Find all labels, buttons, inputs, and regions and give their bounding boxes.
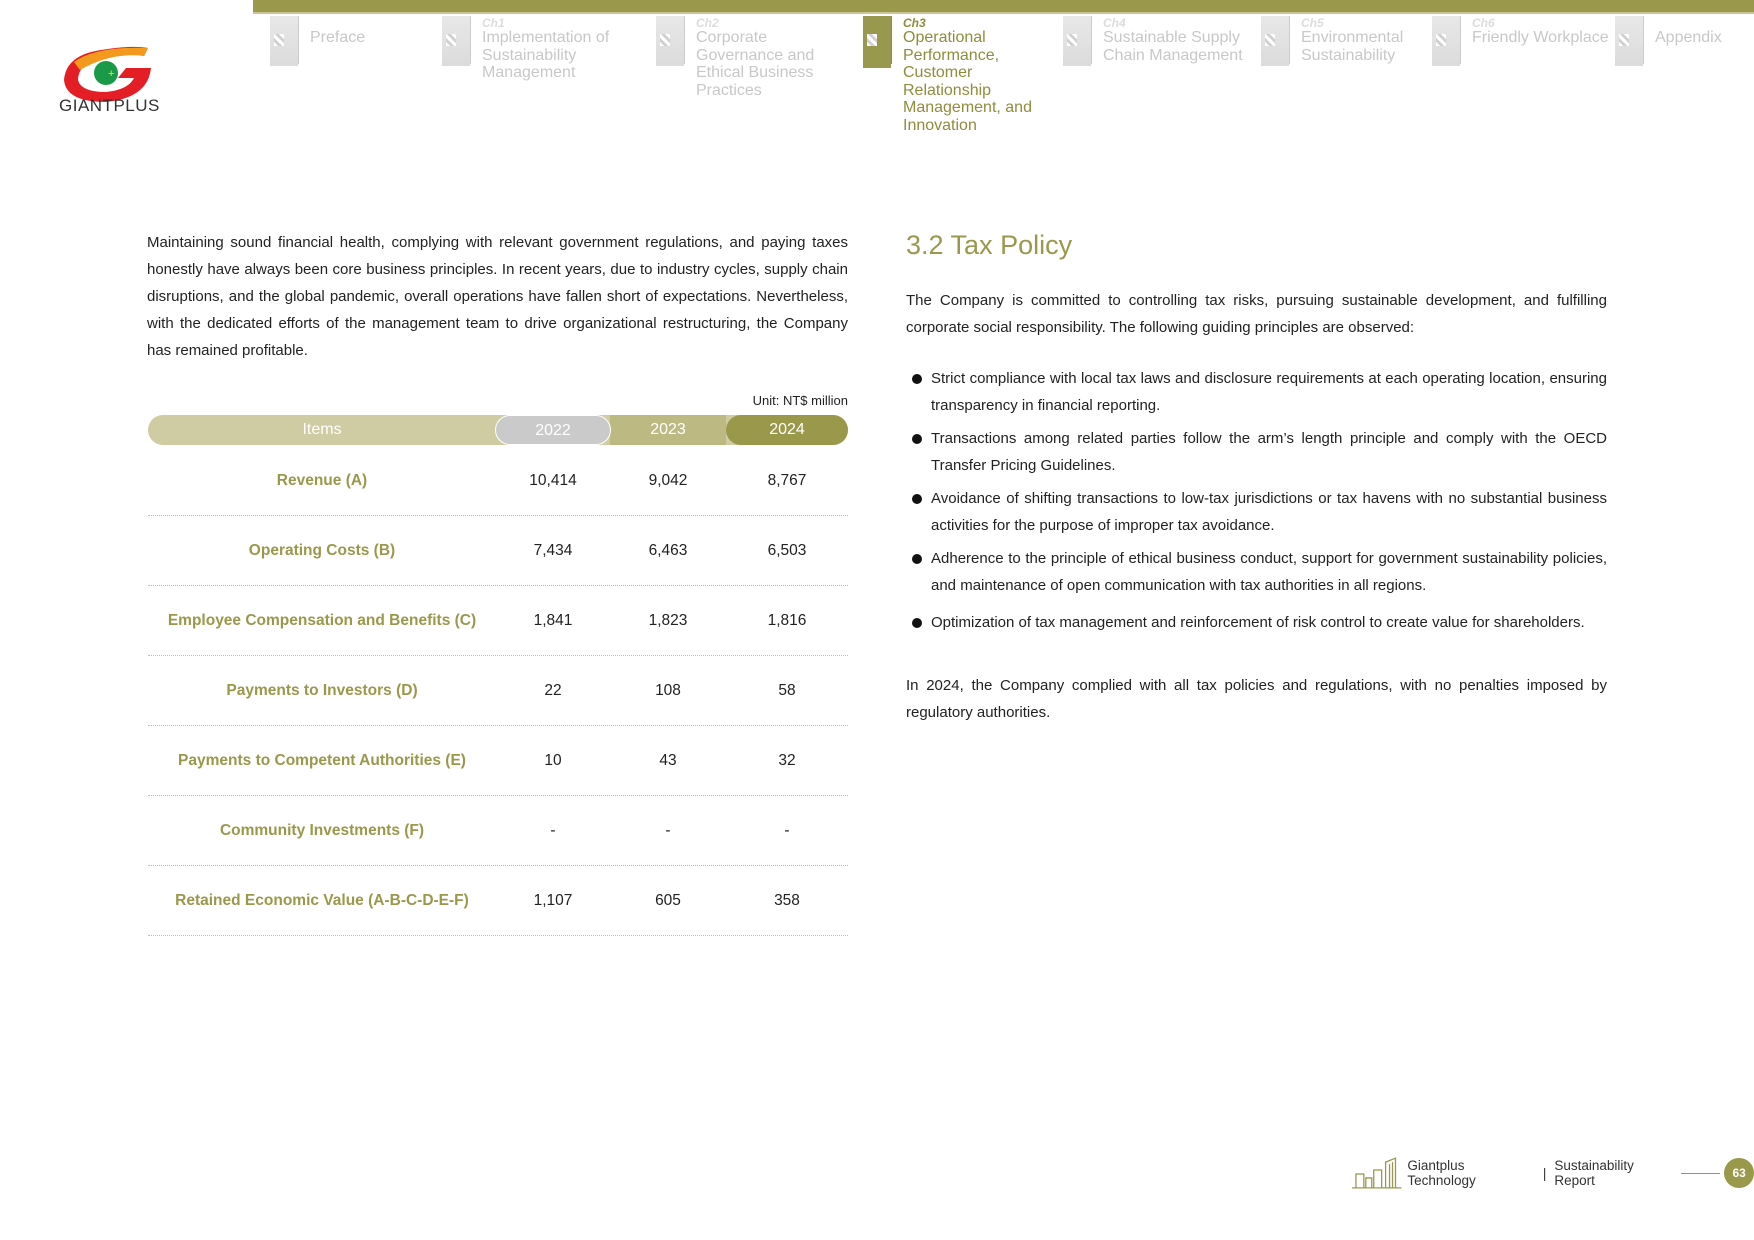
brand-name: GIANTPLUS — [59, 96, 160, 115]
cell-2022: 10 — [544, 752, 562, 769]
cell-2022: 1,841 — [533, 612, 573, 629]
header-2023: 2023 — [610, 415, 726, 445]
table-row — [148, 586, 848, 656]
nav-label: Operational Performance, Customer Relationship Management, and Innovation — [903, 29, 1032, 134]
cell-2022: 10,414 — [529, 472, 577, 489]
building-icon — [270, 16, 298, 66]
table-header — [148, 415, 848, 445]
cell-2022: 7,434 — [533, 542, 573, 559]
nav-item-environmental[interactable] — [1301, 16, 1441, 64]
header-2024: 2024 — [726, 415, 848, 445]
nav-chapter: Ch4 — [1103, 16, 1126, 30]
cell-2023: 6,463 — [648, 542, 688, 559]
cell-2023: - — [665, 822, 671, 839]
nav-item-operational[interactable] — [903, 16, 1043, 134]
row-label: Employee Compensation and Benefits (C) — [167, 612, 477, 629]
cell-2022: 22 — [544, 682, 562, 699]
nav-chapter: Ch3 — [903, 16, 926, 30]
bullet-item: Adherence to the principle of ethical business conduct, support for government sustainability policies, and maintenance of open communication with tax authorities in all regions. — [931, 550, 1607, 594]
nav-label: Environmental Sustainability — [1301, 29, 1404, 64]
table-row — [148, 726, 848, 796]
cell-2023: 9,042 — [648, 472, 688, 489]
table-row — [148, 516, 848, 586]
building-icon — [863, 16, 891, 68]
table-row — [148, 656, 848, 726]
nav-label: Sustainable Supply Chain Management — [1103, 29, 1243, 64]
bullet-icon — [912, 554, 922, 564]
bullet-icon — [912, 434, 922, 444]
table-row — [148, 796, 848, 866]
nav-item-corporate[interactable] — [696, 16, 836, 99]
footer-line — [1681, 1173, 1721, 1174]
building-icon — [1063, 16, 1091, 66]
header-2022: 2022 — [495, 415, 611, 445]
bullet-icon — [912, 374, 922, 384]
top-bar — [253, 0, 1754, 14]
bullet-item: Optimization of tax management and reinforcement of risk control to create value for shareholders. — [931, 614, 1585, 631]
cell-2022: - — [550, 822, 556, 839]
cell-2024: 32 — [778, 752, 796, 769]
arrow-icon — [1289, 16, 1290, 64]
tax-intro: The Company is committed to controlling tax risks, pursuing sustainable development, and fulfilling corporate social responsibility. The following guiding principles are observed: — [906, 292, 1607, 336]
nav-item-preface[interactable] — [310, 16, 450, 47]
cell-2023: 1,823 — [648, 612, 688, 629]
nav-item-appendix[interactable] — [1655, 16, 1754, 47]
arrow-icon — [1643, 16, 1644, 64]
bullet-icon — [912, 618, 922, 628]
nav-chapter: Ch2 — [696, 16, 719, 30]
cell-2024: - — [784, 822, 790, 839]
page-number: 63 — [1724, 1158, 1754, 1188]
nav-chapter: Ch6 — [1472, 16, 1495, 30]
row-label: Community Investments (F) — [219, 822, 425, 839]
row-label: Retained Economic Value (A-B-C-D-E-F) — [175, 892, 469, 909]
header-items: Items — [302, 421, 342, 438]
nav-label: Appendix — [1655, 29, 1722, 46]
nav-item-friendly[interactable] — [1472, 16, 1612, 47]
arrow-icon — [1460, 16, 1461, 64]
cell-2023: 605 — [655, 892, 681, 909]
cell-2022: 1,107 — [533, 892, 573, 909]
table-unit: Unit: NT$ million — [752, 393, 848, 408]
bullet-icon — [912, 494, 922, 504]
footer-report: Sustainability Report — [1554, 1158, 1634, 1188]
cell-2024: 6,503 — [767, 542, 807, 559]
cell-2024: 58 — [778, 682, 796, 699]
intro-paragraph: Maintaining sound financial health, complying with relevant government regulations, and paying taxes honestly have always been core business principles. In recent years, due to industry cycles, supply chain disruptions, and the global pandemic, overall operations have fallen short of expectations. Nevertheless, with the dedicated efforts of the management team to drive organizational restructuring, the Company has remained profitable. — [147, 234, 848, 359]
cell-2024: 358 — [774, 892, 800, 909]
section-title: 3.2 Tax Policy — [906, 230, 1073, 260]
cell-2023: 43 — [659, 752, 677, 769]
arrow-icon — [891, 16, 892, 64]
bullet-item: Avoidance of shifting transactions to low-tax jurisdictions or tax havens with no substantial business activities for the purpose of improper tax avoidance. — [931, 490, 1607, 534]
nav-chapter: Ch5 — [1301, 16, 1324, 30]
arrow-icon — [470, 16, 471, 64]
svg-text:+: + — [108, 68, 115, 80]
building-icon — [1261, 16, 1289, 66]
arrow-icon — [1091, 16, 1092, 64]
row-label: Revenue (A) — [276, 472, 368, 489]
bullet-item: Transactions among related parties follow the arm’s length principle and comply with the OECD Transfer Pricing Guidelines. — [931, 430, 1607, 474]
building-icon — [1615, 16, 1643, 66]
arrow-icon — [684, 16, 685, 64]
row-label: Operating Costs (B) — [248, 542, 396, 559]
footer-separator: | — [1542, 1165, 1547, 1181]
city-icon — [1350, 1156, 1403, 1190]
nav-label: Corporate Governance and Ethical Business Practices — [696, 29, 815, 99]
table-row — [148, 866, 848, 936]
nav-item-sustainable[interactable] — [1103, 16, 1243, 64]
arrow-icon — [298, 16, 299, 64]
nav-label: Preface — [310, 29, 366, 46]
building-icon — [442, 16, 470, 66]
nav-label: Implementation of Sustainability Management — [482, 29, 610, 81]
row-label: Payments to Competent Authorities (E) — [178, 752, 466, 769]
building-icon — [656, 16, 684, 66]
bullet-item: Strict compliance with local tax laws and disclosure requirements at each operating location, ensuring transparency in financial reporting. — [931, 370, 1607, 414]
cell-2024: 1,816 — [767, 612, 807, 629]
tax-closing: In 2024, the Company complied with all tax policies and regulations, with no penalties imposed by regulatory authorities. — [906, 677, 1607, 721]
table-row — [148, 446, 848, 516]
cell-2024: 8,767 — [767, 472, 807, 489]
footer — [1350, 1158, 1754, 1188]
footer-company: Giantplus Technology — [1407, 1158, 1476, 1188]
row-label: Payments to Investors (D) — [226, 682, 418, 699]
nav-chapter: Ch1 — [482, 16, 505, 30]
nav-label: Friendly Workplace — [1472, 29, 1609, 46]
nav-item-implementation[interactable] — [482, 16, 622, 82]
building-icon — [1432, 16, 1460, 66]
cell-2023: 108 — [655, 682, 681, 699]
